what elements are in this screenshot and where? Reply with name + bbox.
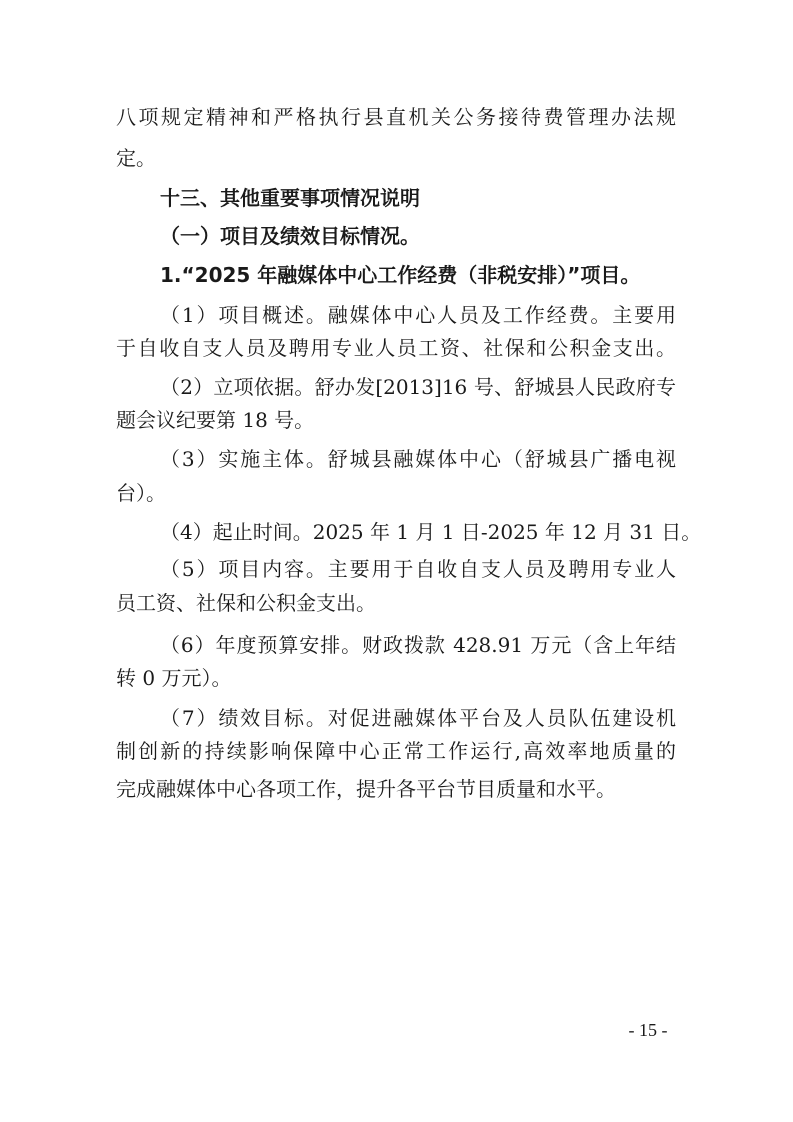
- section-heading: 十三、其他重要事项情况说明: [160, 186, 420, 210]
- paragraph-line: 制创新的持续影响保障中心正常工作运行,高效率地质量的: [116, 739, 676, 763]
- paragraph-line: 完成融媒体中心各项工作，提升各平台节目质量和水平。: [116, 777, 616, 801]
- subsection-heading: （一）项目及绩效目标情况。: [160, 224, 420, 248]
- project-title: 1.“2025 年融媒体中心工作经费（非税安排）”项目。: [160, 263, 641, 287]
- page-number: - 15 -: [628, 1020, 668, 1040]
- paragraph-line: 题会议纪要第 18 号。: [116, 408, 315, 432]
- paragraph-line: 员工资、社保和公积金支出。: [116, 591, 376, 615]
- paragraph-line: 台）。: [116, 481, 166, 505]
- paragraph-line: （2）立项依据。舒办发[2013]16 号、舒城县人民政府专: [160, 375, 676, 399]
- paragraph-line: （5）项目内容。主要用于自收自支人员及聘用专业人: [160, 557, 676, 581]
- paragraph-line: （1）项目概述。融媒体中心人员及工作经费。主要用: [160, 303, 676, 327]
- paragraph-line: （7）绩效目标。对促进融媒体平台及人员队伍建设机: [160, 706, 676, 730]
- paragraph-line: （3）实施主体。舒城县融媒体中心（舒城县广播电视: [160, 447, 676, 471]
- paragraph-line: 于自收自支人员及聘用专业人员工资、社保和公积金支出。: [116, 336, 676, 360]
- paragraph-line: 转 0 万元）。: [116, 666, 232, 690]
- paragraph-line: （4）起止时间。2025 年 1 月 1 日-2025 年 12 月 31 日。: [160, 520, 702, 544]
- paragraph-line: （6）年度预算安排。财政拨款 428.91 万元（含上年结: [160, 633, 676, 657]
- paragraph-line: 定。: [116, 146, 156, 170]
- paragraph-line: 八项规定精神和严格执行县直机关公务接待费管理办法规: [116, 105, 676, 129]
